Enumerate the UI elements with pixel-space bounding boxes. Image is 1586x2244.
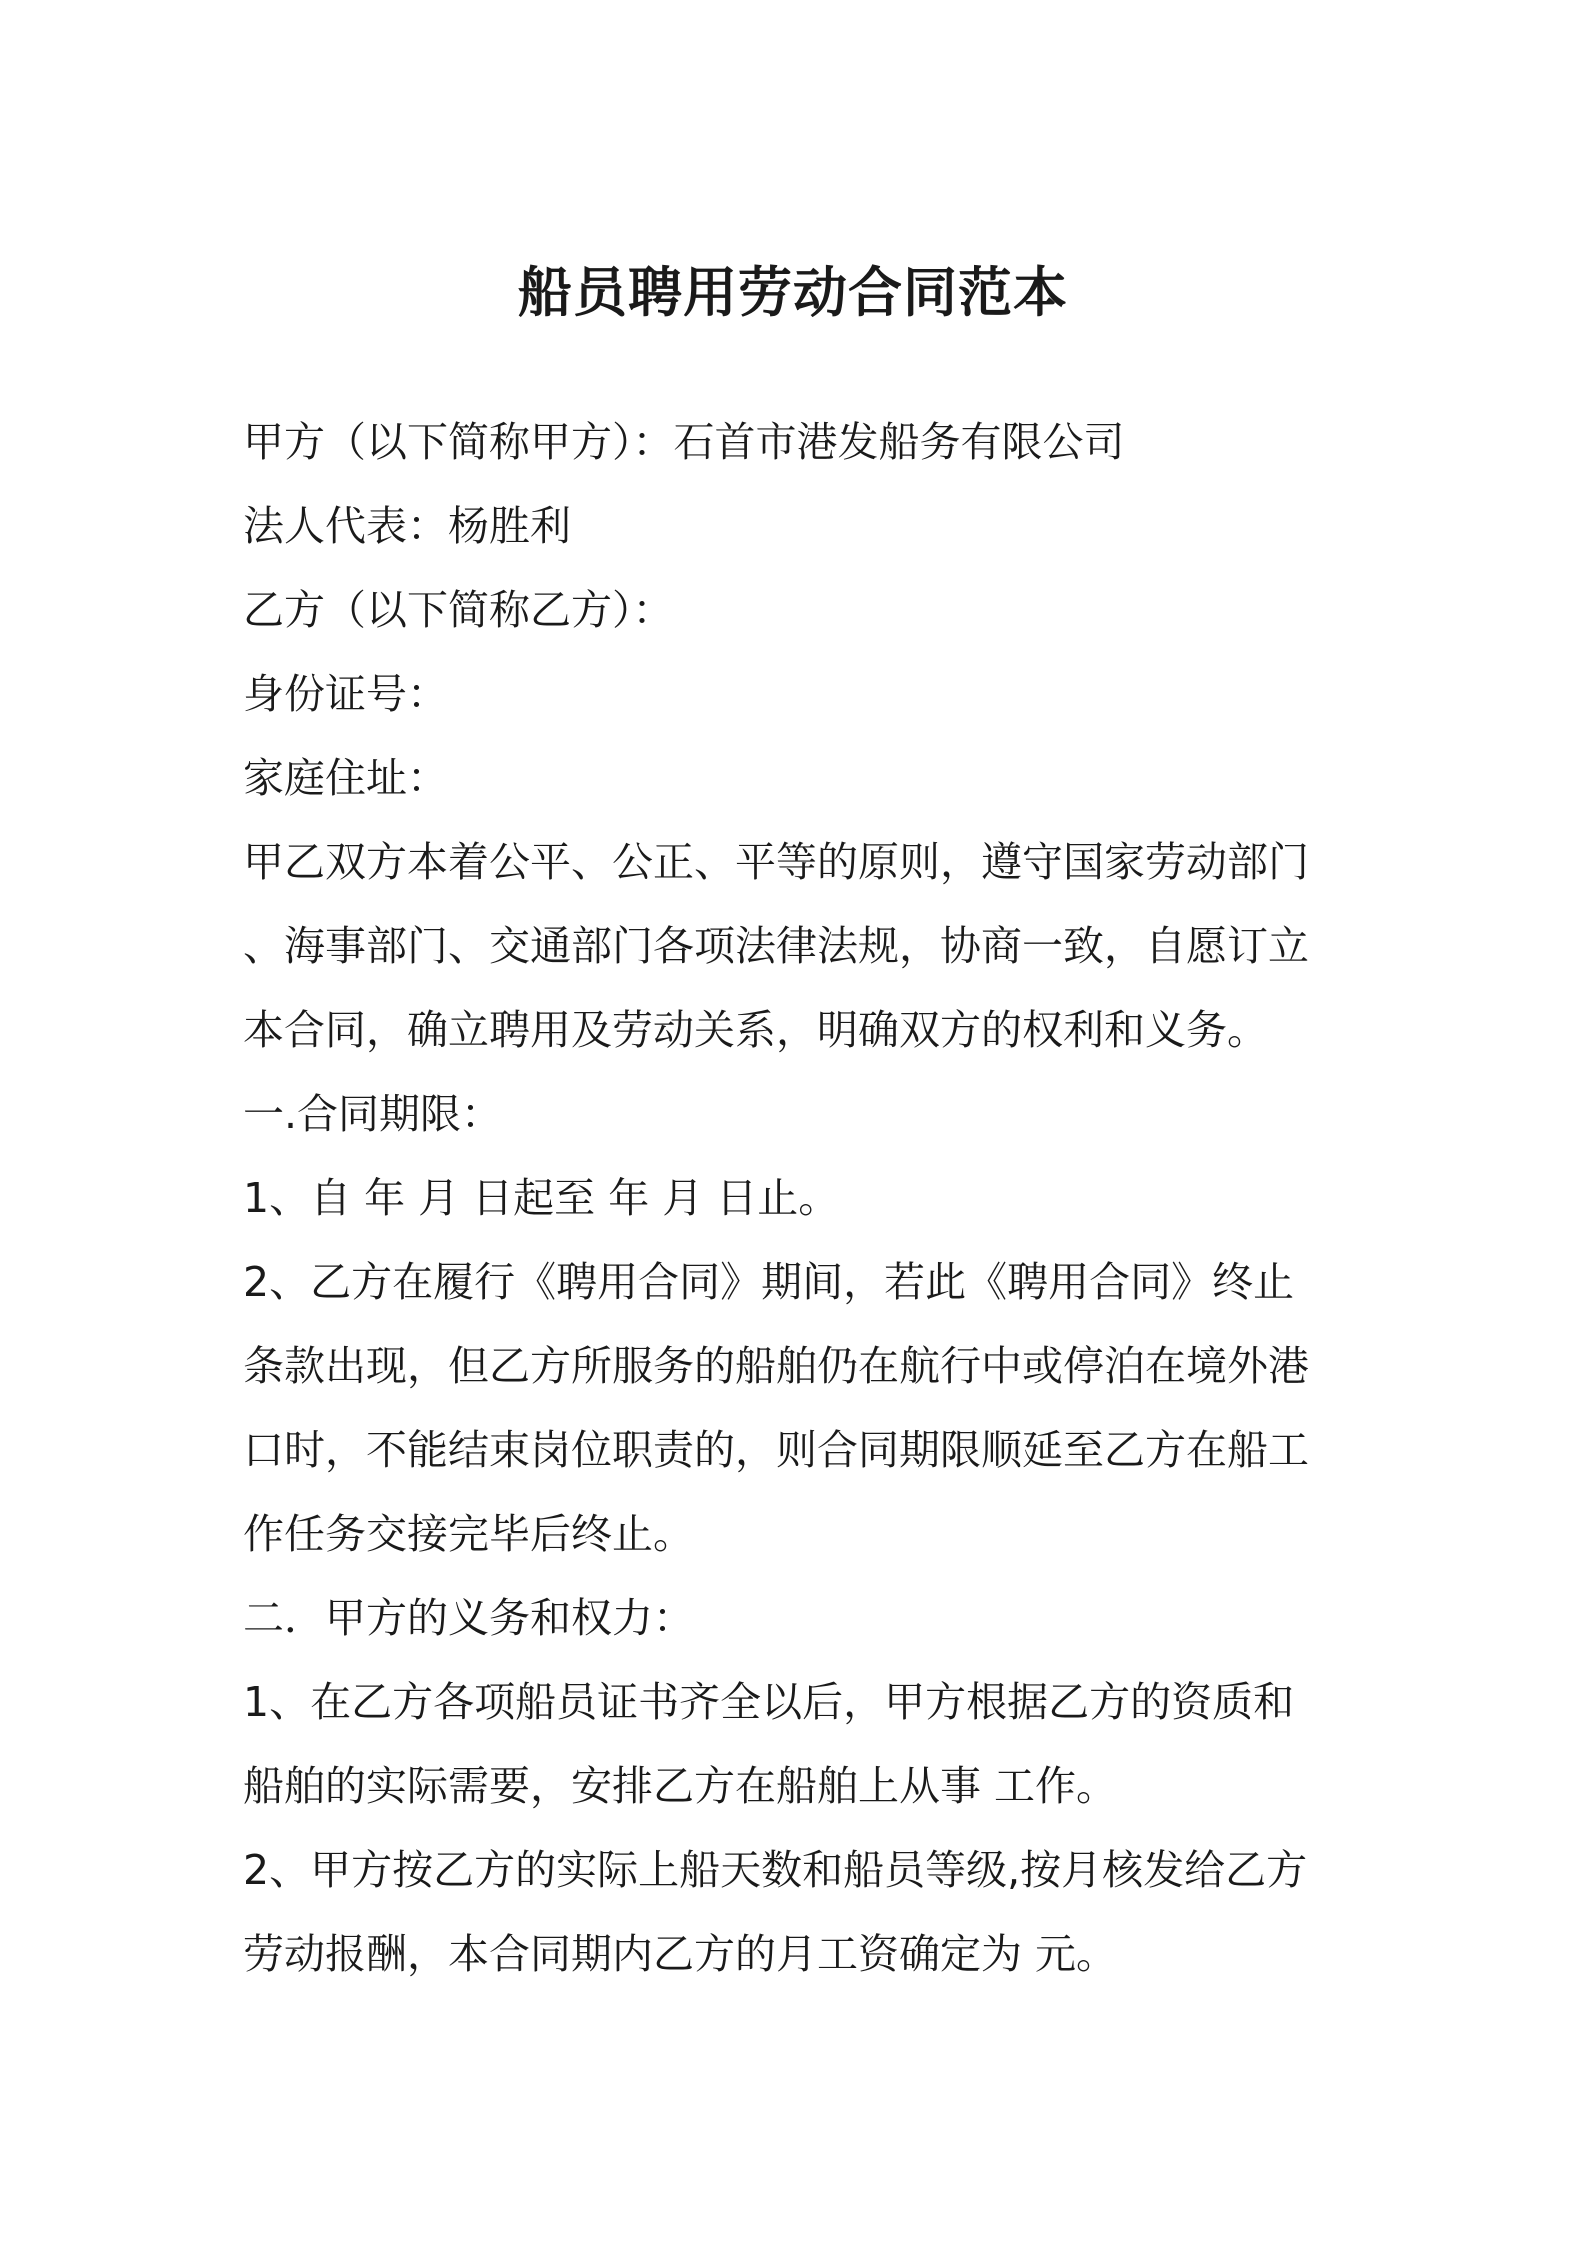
preamble-line: 本合同，确立聘用及劳动关系，明确双方的权利和义务。: [243, 1006, 1268, 1054]
clause-line: 劳动报酬，本合同期内乙方的月工资确定为 元。: [243, 1930, 1118, 1978]
party-b-line: 乙方（以下简称乙方）：: [243, 586, 674, 634]
legal-representative-line: 法人代表：杨胜利: [243, 502, 571, 550]
clause-line: 作任务交接完毕后终止。: [243, 1510, 694, 1558]
preamble-line: 甲乙双方本着公平、公正、平等的原则，遵守国家劳动部门: [243, 838, 1309, 886]
clause-line: 船舶的实际需要，安排乙方在船舶上从事 工作。: [243, 1762, 1118, 1810]
clause-line: 2、乙方在履行《聘用合同》期间，若此《聘用合同》终止: [243, 1258, 1295, 1306]
clause-line: 口时，不能结束岗位职责的，则合同期限顺延至乙方在船工: [243, 1426, 1309, 1474]
clause-line: 2、甲方按乙方的实际上船天数和船员等级,按月核发给乙方: [243, 1846, 1308, 1894]
id-number-line: 身份证号：: [243, 670, 448, 718]
section-heading: 一.合同期限：: [243, 1090, 503, 1138]
preamble-line: 、海事部门、交通部门各项法律法规，协商一致，自愿订立: [243, 922, 1309, 970]
section-heading: 二．甲方的义务和权力：: [243, 1594, 694, 1642]
document-body: [243, 400, 1363, 1996]
clause-line: 条款出现，但乙方所服务的船舶仍在航行中或停泊在境外港: [243, 1342, 1309, 1390]
party-a-line: 甲方（以下简称甲方）：石首市港发船务有限公司: [243, 418, 1125, 466]
home-address-line: 家庭住址：: [243, 754, 448, 802]
clause-line: 1、在乙方各项船员证书齐全以后，甲方根据乙方的资质和: [243, 1678, 1295, 1726]
clause-line: 1、自 年 月 日起至 年 月 日止。: [243, 1174, 840, 1222]
document-title: 船员聘用劳动合同范本: [518, 261, 1068, 324]
